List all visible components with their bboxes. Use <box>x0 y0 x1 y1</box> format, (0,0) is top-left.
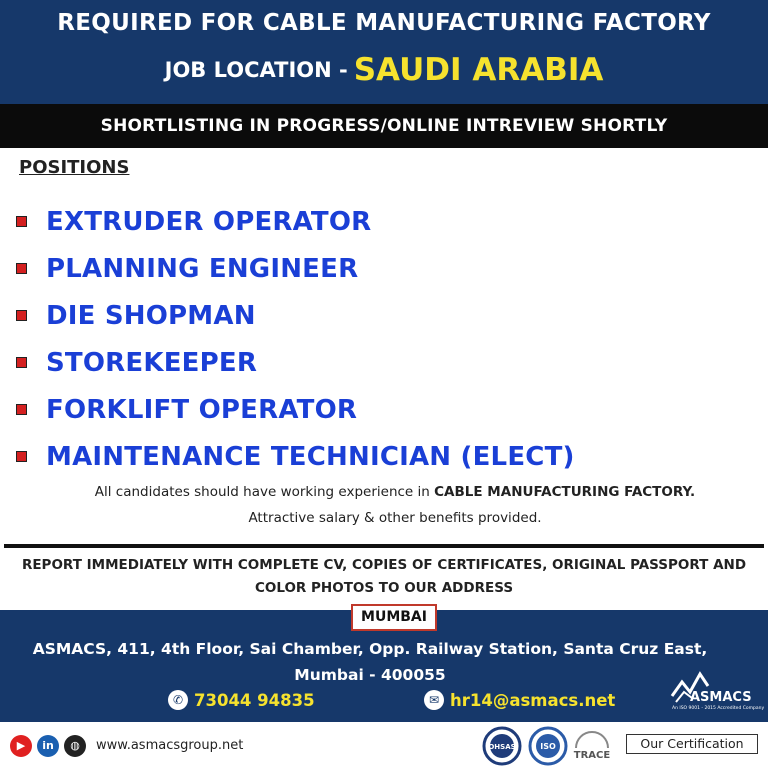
bullet-icon <box>16 216 27 227</box>
trace-seal-icon <box>570 726 614 766</box>
bullet-icon <box>16 263 27 274</box>
list-item <box>16 245 756 292</box>
certification-label: Our Certification <box>626 734 758 754</box>
status-banner <box>0 104 768 148</box>
phone-number[interactable]: 73044 94835 <box>194 690 315 710</box>
iso-seal-label: ISO <box>540 742 556 751</box>
list-item <box>16 198 756 245</box>
trace-seal-label: TRACE <box>573 750 611 761</box>
position-title: EXTRUDER OPERATOR <box>46 206 372 237</box>
globe-icon[interactable]: ◍ <box>64 735 86 757</box>
page-title: REQUIRED FOR CABLE MANUFACTURING FACTORY <box>57 10 711 36</box>
experience-note-bold: CABLE MANUFACTURING FACTORY. <box>434 484 696 500</box>
experience-note <box>0 484 768 500</box>
ohsas-seal-label: OHSAS <box>488 743 516 751</box>
company-logo-tagline: An ISO 9001 - 2015 Accredited Company <box>672 706 765 711</box>
phone-icon: ✆ <box>168 690 188 710</box>
email-address[interactable]: hr14@asmacs.net <box>450 690 616 710</box>
bullet-icon <box>16 357 27 368</box>
benefits-note: Attractive salary & other benefits provided. <box>248 510 542 526</box>
linkedin-icon[interactable]: in <box>37 735 59 757</box>
bullet-icon <box>16 310 27 321</box>
bullet-icon <box>16 404 27 415</box>
mail-icon: ✉ <box>424 690 444 710</box>
website-link[interactable]: www.asmacsgroup.net <box>96 738 244 753</box>
list-item <box>16 292 756 339</box>
email-contact[interactable] <box>424 690 615 710</box>
position-title: FORKLIFT OPERATOR <box>46 394 358 425</box>
list-item <box>16 433 756 480</box>
office-address: ASMACS, 411, 4th Floor, Sai Chamber, Opp. Railway Station, Santa Cruz East, Mumbai - 400055 <box>32 640 708 684</box>
list-item <box>16 386 756 433</box>
phone-contact[interactable] <box>168 690 315 710</box>
job-location-label: JOB LOCATION - <box>164 58 348 82</box>
position-title: PLANNING ENGINEER <box>46 253 359 284</box>
job-location-value: SAUDI ARABIA <box>353 52 604 88</box>
bullet-icon <box>16 451 27 462</box>
report-instructions: REPORT IMMEDIATELY WITH COMPLETE CV, COPIES OF CERTIFICATES, ORIGINAL PASSPORT AND COLOR PHOTOS TO OUR ADDRESS <box>21 557 747 596</box>
city-badge: MUMBAI <box>351 604 437 631</box>
company-logo-name: ASMACS <box>690 690 752 705</box>
positions-list <box>16 198 756 480</box>
ohsas-seal-icon <box>482 726 522 766</box>
divider <box>4 544 764 548</box>
position-title: DIE SHOPMAN <box>46 300 256 331</box>
position-title: STOREKEEPER <box>46 347 258 378</box>
list-item <box>16 339 756 386</box>
iso-seal-icon <box>528 726 568 766</box>
position-title: MAINTENANCE TECHNICIAN (ELECT) <box>46 441 575 472</box>
job-location-line <box>0 52 768 88</box>
positions-heading: POSITIONS <box>19 157 130 178</box>
experience-note-text: All candidates should have working experience in <box>94 484 435 500</box>
youtube-icon[interactable]: ▶ <box>10 735 32 757</box>
status-banner-text: SHORTLISTING IN PROGRESS/ONLINE INTREVIEW SHORTLY <box>10 104 758 148</box>
